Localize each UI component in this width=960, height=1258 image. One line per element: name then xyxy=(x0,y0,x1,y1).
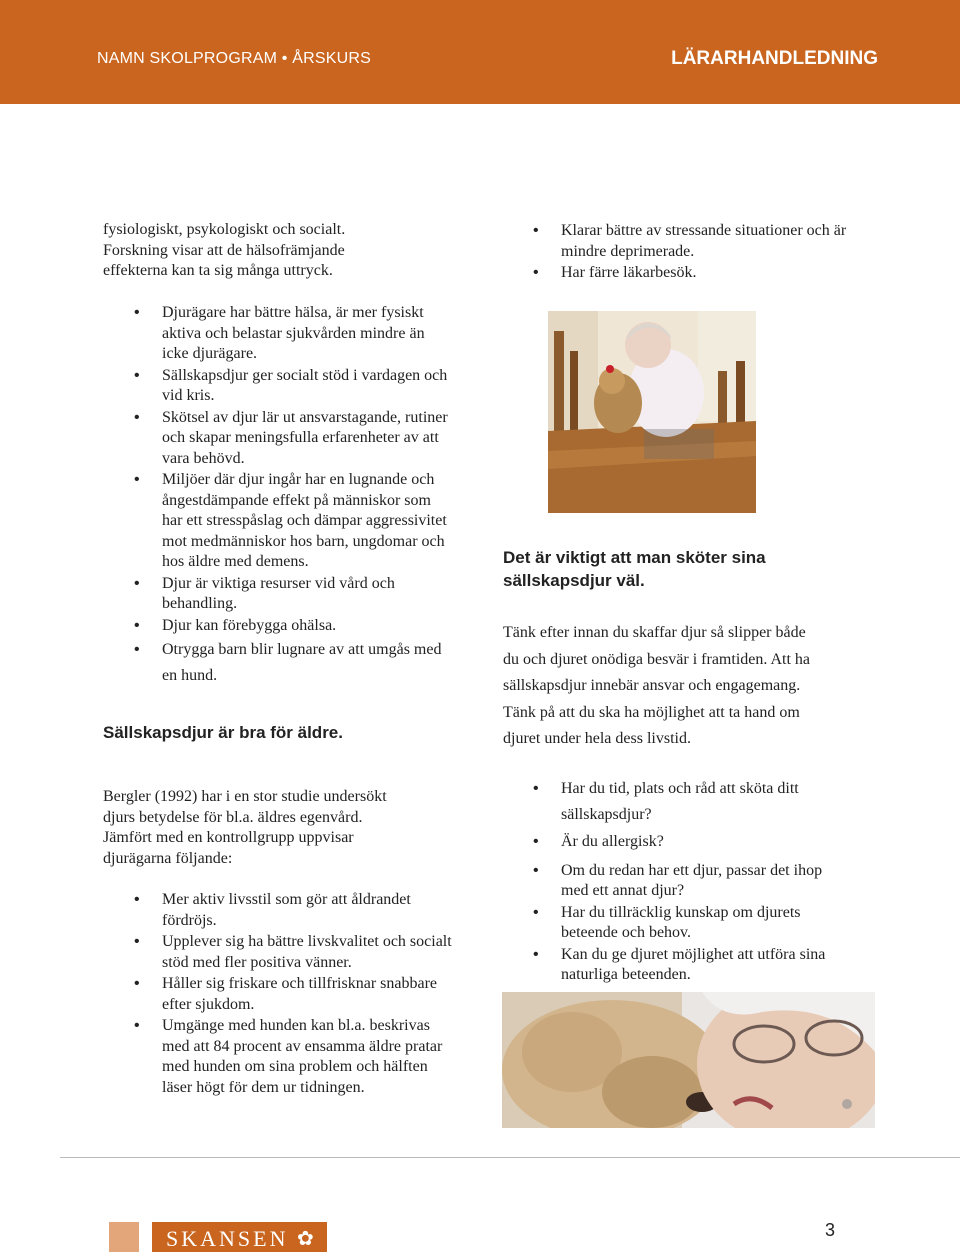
page-header xyxy=(0,0,960,104)
para-line: du och djuret onödiga besvär i framtiden. Att ha xyxy=(503,650,811,668)
para-line: sällskapsdjur innebär ansvar och engagemang. xyxy=(503,677,801,694)
study-paragraph xyxy=(103,787,387,869)
care-heading xyxy=(503,546,766,592)
list-item: • Djur kan förebygga ohälsa. xyxy=(134,616,452,637)
list-item: • Sällskapsdjur ger socialt stöd i vardagen och vid kris. xyxy=(134,366,452,407)
list-item: • Otrygga barn blir lugnare av att umgås med en hund. xyxy=(134,637,452,689)
list-item: • Klarar bättre av stressande situationer och är mindre deprimerade. xyxy=(533,221,853,262)
para-line: Tänk på att du ska ha möjlighet att ta hand om xyxy=(503,703,800,721)
photo-image xyxy=(548,311,756,513)
list-item: • Om du redan har ett djur, passar det ihop med ett annat djur? xyxy=(533,861,843,902)
skansen-leaf-icon: ✿ xyxy=(297,1228,314,1250)
para-line: djurs betydelse för bl.a. äldres egenvård. xyxy=(103,808,363,826)
list-item: • Skötsel av djur lär ut ansvarstagande, rutiner och skapar meningsfulla erfarenheter av att vara behövd. xyxy=(134,408,452,470)
list-item: • Har du tid, plats och råd att sköta ditt sällskapsdjur? xyxy=(533,776,843,828)
photo-image xyxy=(502,992,875,1128)
intro-line: effekterna kan ta sig många uttryck. xyxy=(103,262,333,279)
list-item: • Håller sig friskare och tillfrisknar snabbare efter sjukdom. xyxy=(134,974,452,1015)
photo-woman-kissed-by-dog xyxy=(502,992,875,1128)
intro-line: Forskning visar att de hälsofrämjande xyxy=(103,241,345,259)
list-item: • Mer aktiv livsstil som gör att åldrandet fördröjs. xyxy=(134,890,452,931)
para-line: djuret under hela dess livstid. xyxy=(503,730,691,747)
para-line: Tänk efter innan du skaffar djur så slipper både xyxy=(503,624,806,641)
para-line: Jämfört med en kontrollgrupp uppvisar xyxy=(103,829,354,846)
list-item: • Upplever sig ha bättre livskvalitet och socialt stöd med fler positiva vänner. xyxy=(134,932,452,973)
photo-elderly-woman-with-dog xyxy=(548,311,756,513)
heading-line: sällskapsdjur väl. xyxy=(503,571,645,590)
top-right-list xyxy=(533,221,853,285)
para-line: djurägarna följande: xyxy=(103,849,233,867)
section-heading: Sällskapsdjur är bra för äldre. xyxy=(103,723,343,742)
skansen-logo-text: SKANSEN xyxy=(166,1226,289,1251)
list-item: • Har du tillräcklig kunskap om djurets beteende och behov. xyxy=(533,903,843,944)
list-item: • Djur är viktiga resurser vid vård och behandling. xyxy=(134,574,452,615)
header-program-label: NAMN SKOLPROGRAM • ÅRSKURS xyxy=(97,50,371,67)
intro-text xyxy=(103,220,345,282)
list-item: • Är du allergisk? xyxy=(533,832,843,853)
list-item: • Miljöer där djur ingår har en lugnande och ångestdämpande effekt på människor som har ett stresspåslag och dämpar aggressivitet mot medmänniskor hos barn, ungdomar och hos äldre med demens. xyxy=(134,470,452,573)
page-number: 3 xyxy=(824,1220,835,1240)
care-paragraph xyxy=(503,620,810,753)
list-item: • Umgänge med hunden kan bl.a. beskrivas med att 84 procent av ensamma äldre pratar med hunden om sina problem och hälften läser högt för dem ur tidningen. xyxy=(134,1016,452,1098)
para-line: Bergler (1992) har i en stor studie undersökt xyxy=(103,788,387,805)
intro-line: fysiologiskt, psykologiskt och socialt. xyxy=(103,221,346,238)
header-title: LÄRARHANDLEDNING xyxy=(671,48,878,69)
elderly-benefits-list xyxy=(134,890,452,1099)
footer-accent-square xyxy=(109,1222,139,1252)
list-item: • Djurägare har bättre hälsa, är mer fysiskt aktiva och belastar sjukvården mindre än icke djurägare. xyxy=(134,303,452,365)
questions-list xyxy=(533,776,843,987)
benefits-list xyxy=(134,303,452,690)
list-item: • Har färre läkarbesök. xyxy=(533,263,853,284)
footer-divider xyxy=(60,1157,960,1158)
list-item: • Kan du ge djuret möjlighet att utföra sina naturliga beteenden. xyxy=(533,945,843,986)
heading-line: Det är viktigt att man sköter sina xyxy=(503,548,766,567)
